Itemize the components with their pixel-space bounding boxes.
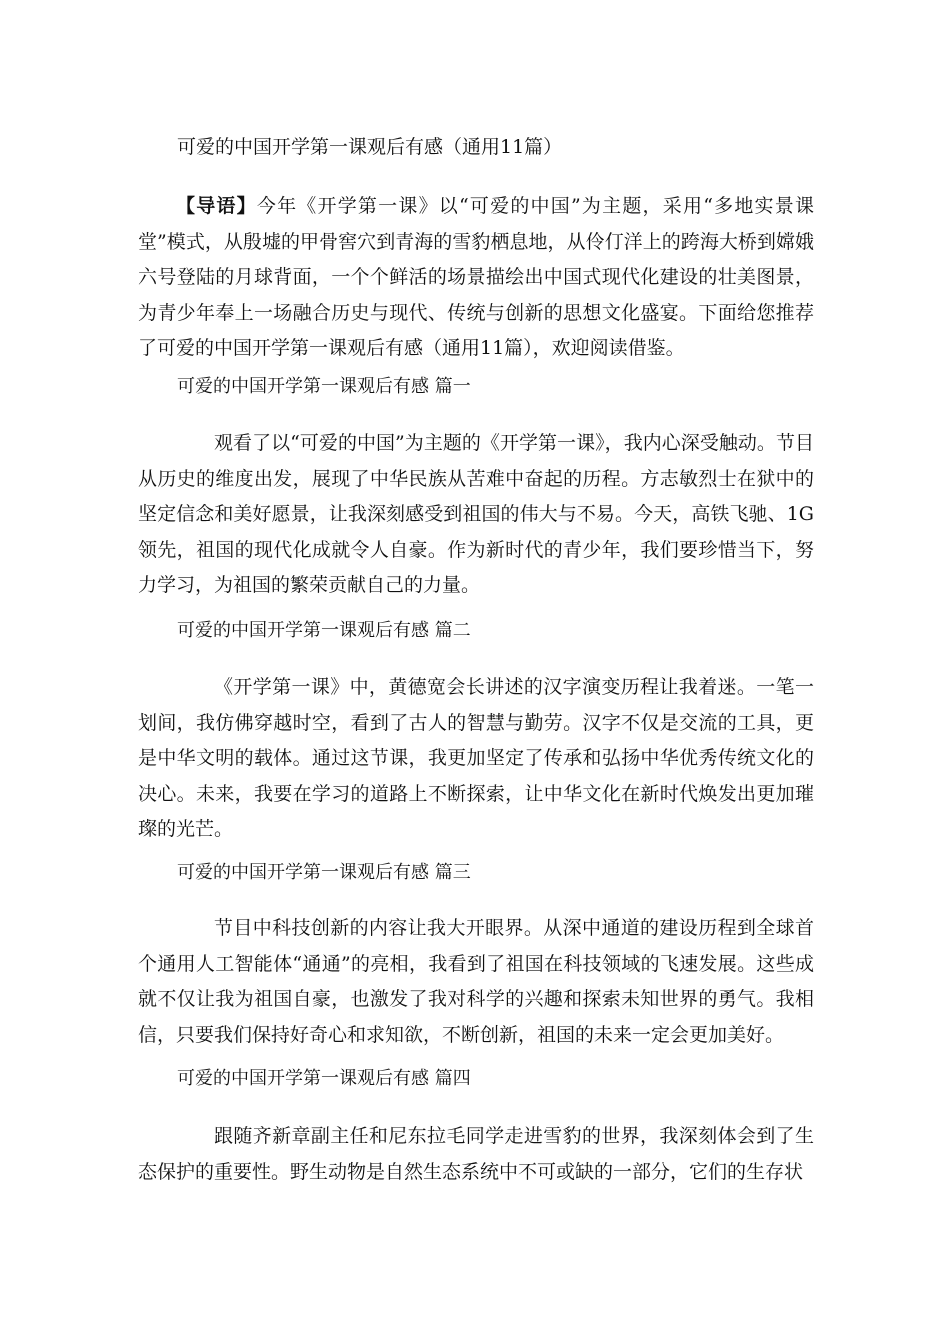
intro-text: 今年《开学第一课》以“可爱的中国”为主题，采用“多地实景课堂”模式，从殷墟的甲骨窖穴到青海的雪豹栖息地，从伶仃洋上的跨海大桥到嫦娥六号登陆的月球背面，一个个鲜活的场景描绘出中国式现代化建设的壮美图景，为青少年奉上一场融合历史与现代、传统与创新的思想文化盛宴。下面给您推荐了可爱的中国开学第一课观后有感（通用11篇），欢迎阅读借鉴。 (138, 195, 814, 359)
section-1-heading: 可爱的中国开学第一课观后有感 篇一 (177, 376, 471, 397)
document-title: 可爱的中国开学第一课观后有感（通用11篇） (177, 136, 563, 158)
section-3-heading: 可爱的中国开学第一课观后有感 篇三 (177, 862, 471, 883)
intro-paragraph (138, 189, 814, 367)
section-2-body: 《开学第一课》中，黄德宽会长讲述的汉字演变历程让我着迷。一笔一划间，我仿佛穿越时空，看到了古人的智慧与勤劳。汉字不仅是交流的工具，更是中华文明的载体。通过这节课，我更加坚定了传承和弘扬中华优秀传统文化的决心。未来，我要在学习的道路上不断探索，让中华文化在新时代焕发出更加璀璨的光芒。 (138, 676, 814, 840)
section-1-body: 观看了以“可爱的中国”为主题的《开学第一课》，我内心深受触动。节目从历史的维度出发，展现了中华民族从苦难中奋起的历程。方志敏烈士在狱中的坚定信念和美好愿景，让我深刻感受到祖国的伟大与不易。今天，高铁飞驰、1G领先，祖国的现代化成就令人自豪。作为新时代的青少年，我们要珍惜当下，努力学习，为祖国的繁荣贡献自己的力量。 (138, 432, 814, 596)
section-4-heading: 可爱的中国开学第一课观后有感 篇四 (177, 1068, 471, 1089)
section-3-body: 节目中科技创新的内容让我大开眼界。从深中通道的建设历程到全球首个通用人工智能体“通通”的亮相，我看到了祖国在科技领域的飞速发展。这些成就不仅让我为祖国自豪，也激发了我对科学的兴趣和探索未知世界的勇气。我相信，只要我们保持好奇心和求知欲，不断创新，祖国的未来一定会更加美好。 (138, 917, 814, 1046)
intro-label: 【导语】 (176, 195, 257, 217)
section-4-body: 跟随齐新章副主任和尼东拉毛同学走进雪豹的世界，我深刻体会到了生态保护的重要性。野生动物是自然生态系统中不可或缺的一部分，它们的生存状 (138, 1125, 814, 1183)
section-2-heading: 可爱的中国开学第一课观后有感 篇二 (177, 620, 471, 641)
